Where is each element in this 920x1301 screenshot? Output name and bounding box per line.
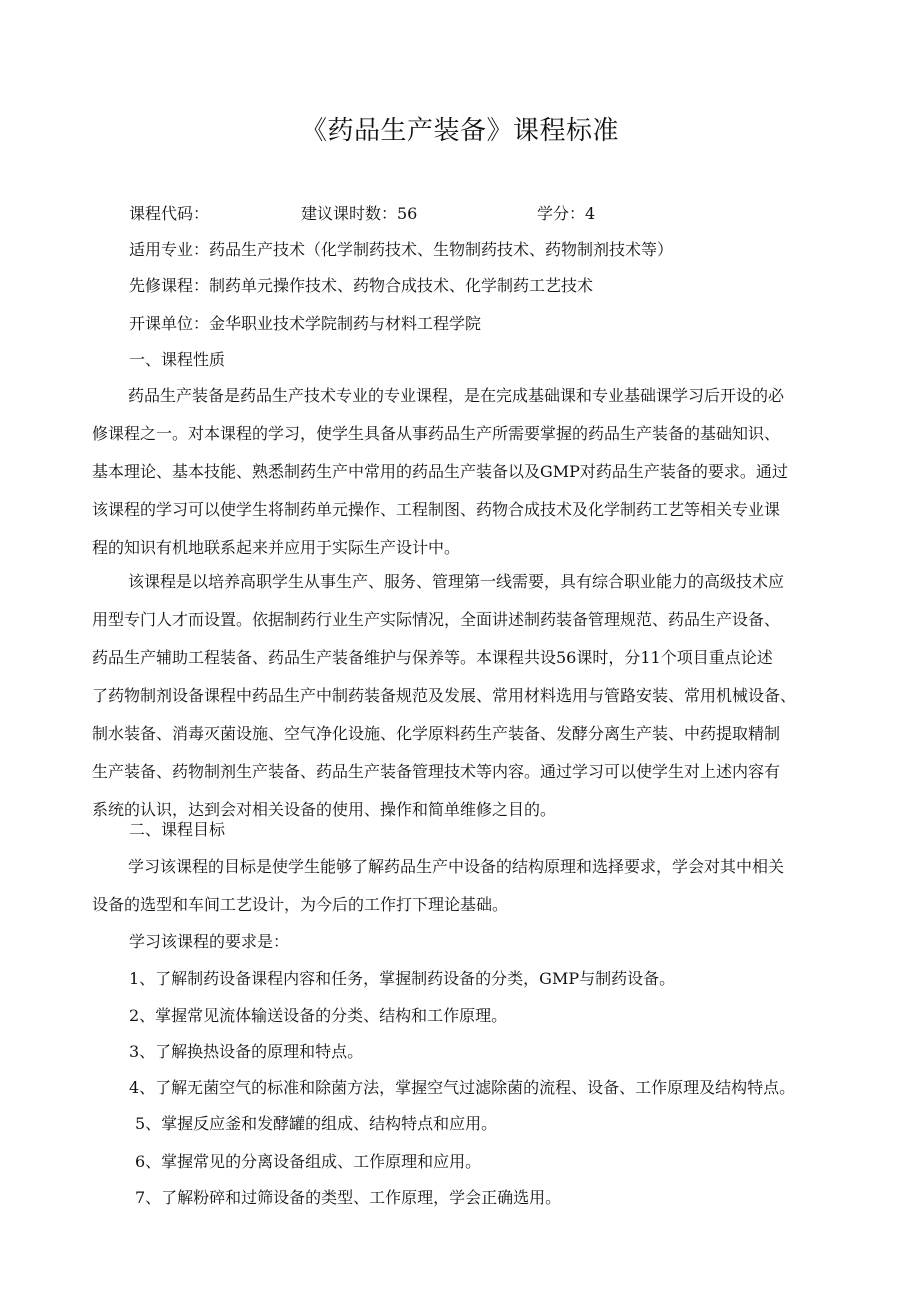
prerequisite-courses: 先修课程：制药单元操作技术、药物合成技术、化学制药工艺技术 [129, 276, 594, 295]
text-line: 基本理论、基本技能、熟悉制药生产中常用的药品生产装备以及GMP对药品生产装备的要求。通过 [92, 462, 788, 481]
offering-unit: 开课单位：金华职业技术学院制药与材料工程学院 [129, 314, 482, 333]
text-line: 学习该课程的目标是使学生能够了解药品生产中设备的结构原理和选择要求，学会对其中相关 [128, 857, 785, 876]
text-line: 修课程之一。对本课程的学习，使学生具备从事药品生产所需要掌握的药品生产装备的基础知识、 [92, 424, 781, 443]
requirement-item: 5、掌握反应釜和发酵罐的组成、结构特点和应用。 [135, 1114, 498, 1133]
text-line: 制水装备、消毒灭菌设施、空气净化设施、化学原料药生产装备、发酵分离生产装、中药提取精制 [92, 724, 781, 743]
text-line: 用型专门人才而设置。依据制药行业生产实际情况，全面讲述制药装备管理规范、药品生产设备、 [92, 610, 781, 629]
section-heading-objectives: 二、课程目标 [129, 820, 226, 839]
requirements-intro: 学习该课程的要求是： [129, 932, 290, 951]
requirement-item: 6、掌握常见的分离设备组成、工作原理和应用。 [135, 1152, 482, 1171]
course-code-label: 课程代码： [129, 204, 210, 223]
section-heading-nature: 一、课程性质 [129, 350, 226, 369]
requirement-item: 7、了解粉碎和过筛设备的类型、工作原理，学会正确选用。 [135, 1188, 562, 1207]
text-line: 药品生产装备是药品生产技术专业的专业课程，是在完成基础课和专业基础课学习后开设的必 [128, 386, 785, 405]
text-line: 了药物制剂设备课程中药品生产中制药装备规范及发展、常用材料选用与管路安装、常用机械设备、 [92, 686, 797, 705]
text-line: 程的知识有机地联系起来并应用于实际生产设计中。 [92, 538, 461, 557]
credits: 学分：4 [537, 204, 596, 223]
requirement-item: 3、了解换热设备的原理和特点。 [129, 1042, 364, 1061]
text-line: 该课程的学习可以使学生将制药单元操作、工程制图、药物合成技术及化学制药工艺等相关专业课 [92, 500, 781, 519]
text-line: 设备的选型和车间工艺设计，为今后的工作打下理论基础。 [92, 895, 509, 914]
objectives-paragraph [92, 848, 844, 924]
nature-paragraph-2 [92, 563, 844, 829]
applicable-major: 适用专业：药品生产技术（化学制药技术、生物制药技术、药物制剂技术等） [129, 240, 674, 259]
text-line: 药品生产辅助工程装备、药品生产装备维护与保养等。本课程共设56课时，分11个项目重点论述 [92, 648, 773, 667]
requirement-item: 4、了解无菌空气的标准和除菌方法，掌握空气过滤除菌的流程、设备、工作原理及结构特点。 [129, 1078, 796, 1097]
nature-paragraph-1 [92, 377, 844, 567]
text-line: 系统的认识，达到会对相关设备的使用、操作和简单维修之目的。 [92, 800, 557, 819]
requirement-item: 2、掌握常见流体输送设备的分类、结构和工作原理。 [129, 1006, 508, 1025]
document-title: 《药品生产装备》课程标准 [300, 116, 619, 146]
suggested-hours: 建议课时数：56 [301, 204, 418, 223]
text-line: 该课程是以培养高职学生从事生产、服务、管理第一线需要，具有综合职业能力的高级技术应 [128, 572, 785, 591]
text-line: 生产装备、药物制剂生产装备、药品生产装备管理技术等内容。通过学习可以使学生对上述内容有 [92, 762, 781, 781]
requirement-item: 1、了解制药设备课程内容和任务，掌握制药设备的分类，GMP与制药设备。 [129, 969, 676, 988]
